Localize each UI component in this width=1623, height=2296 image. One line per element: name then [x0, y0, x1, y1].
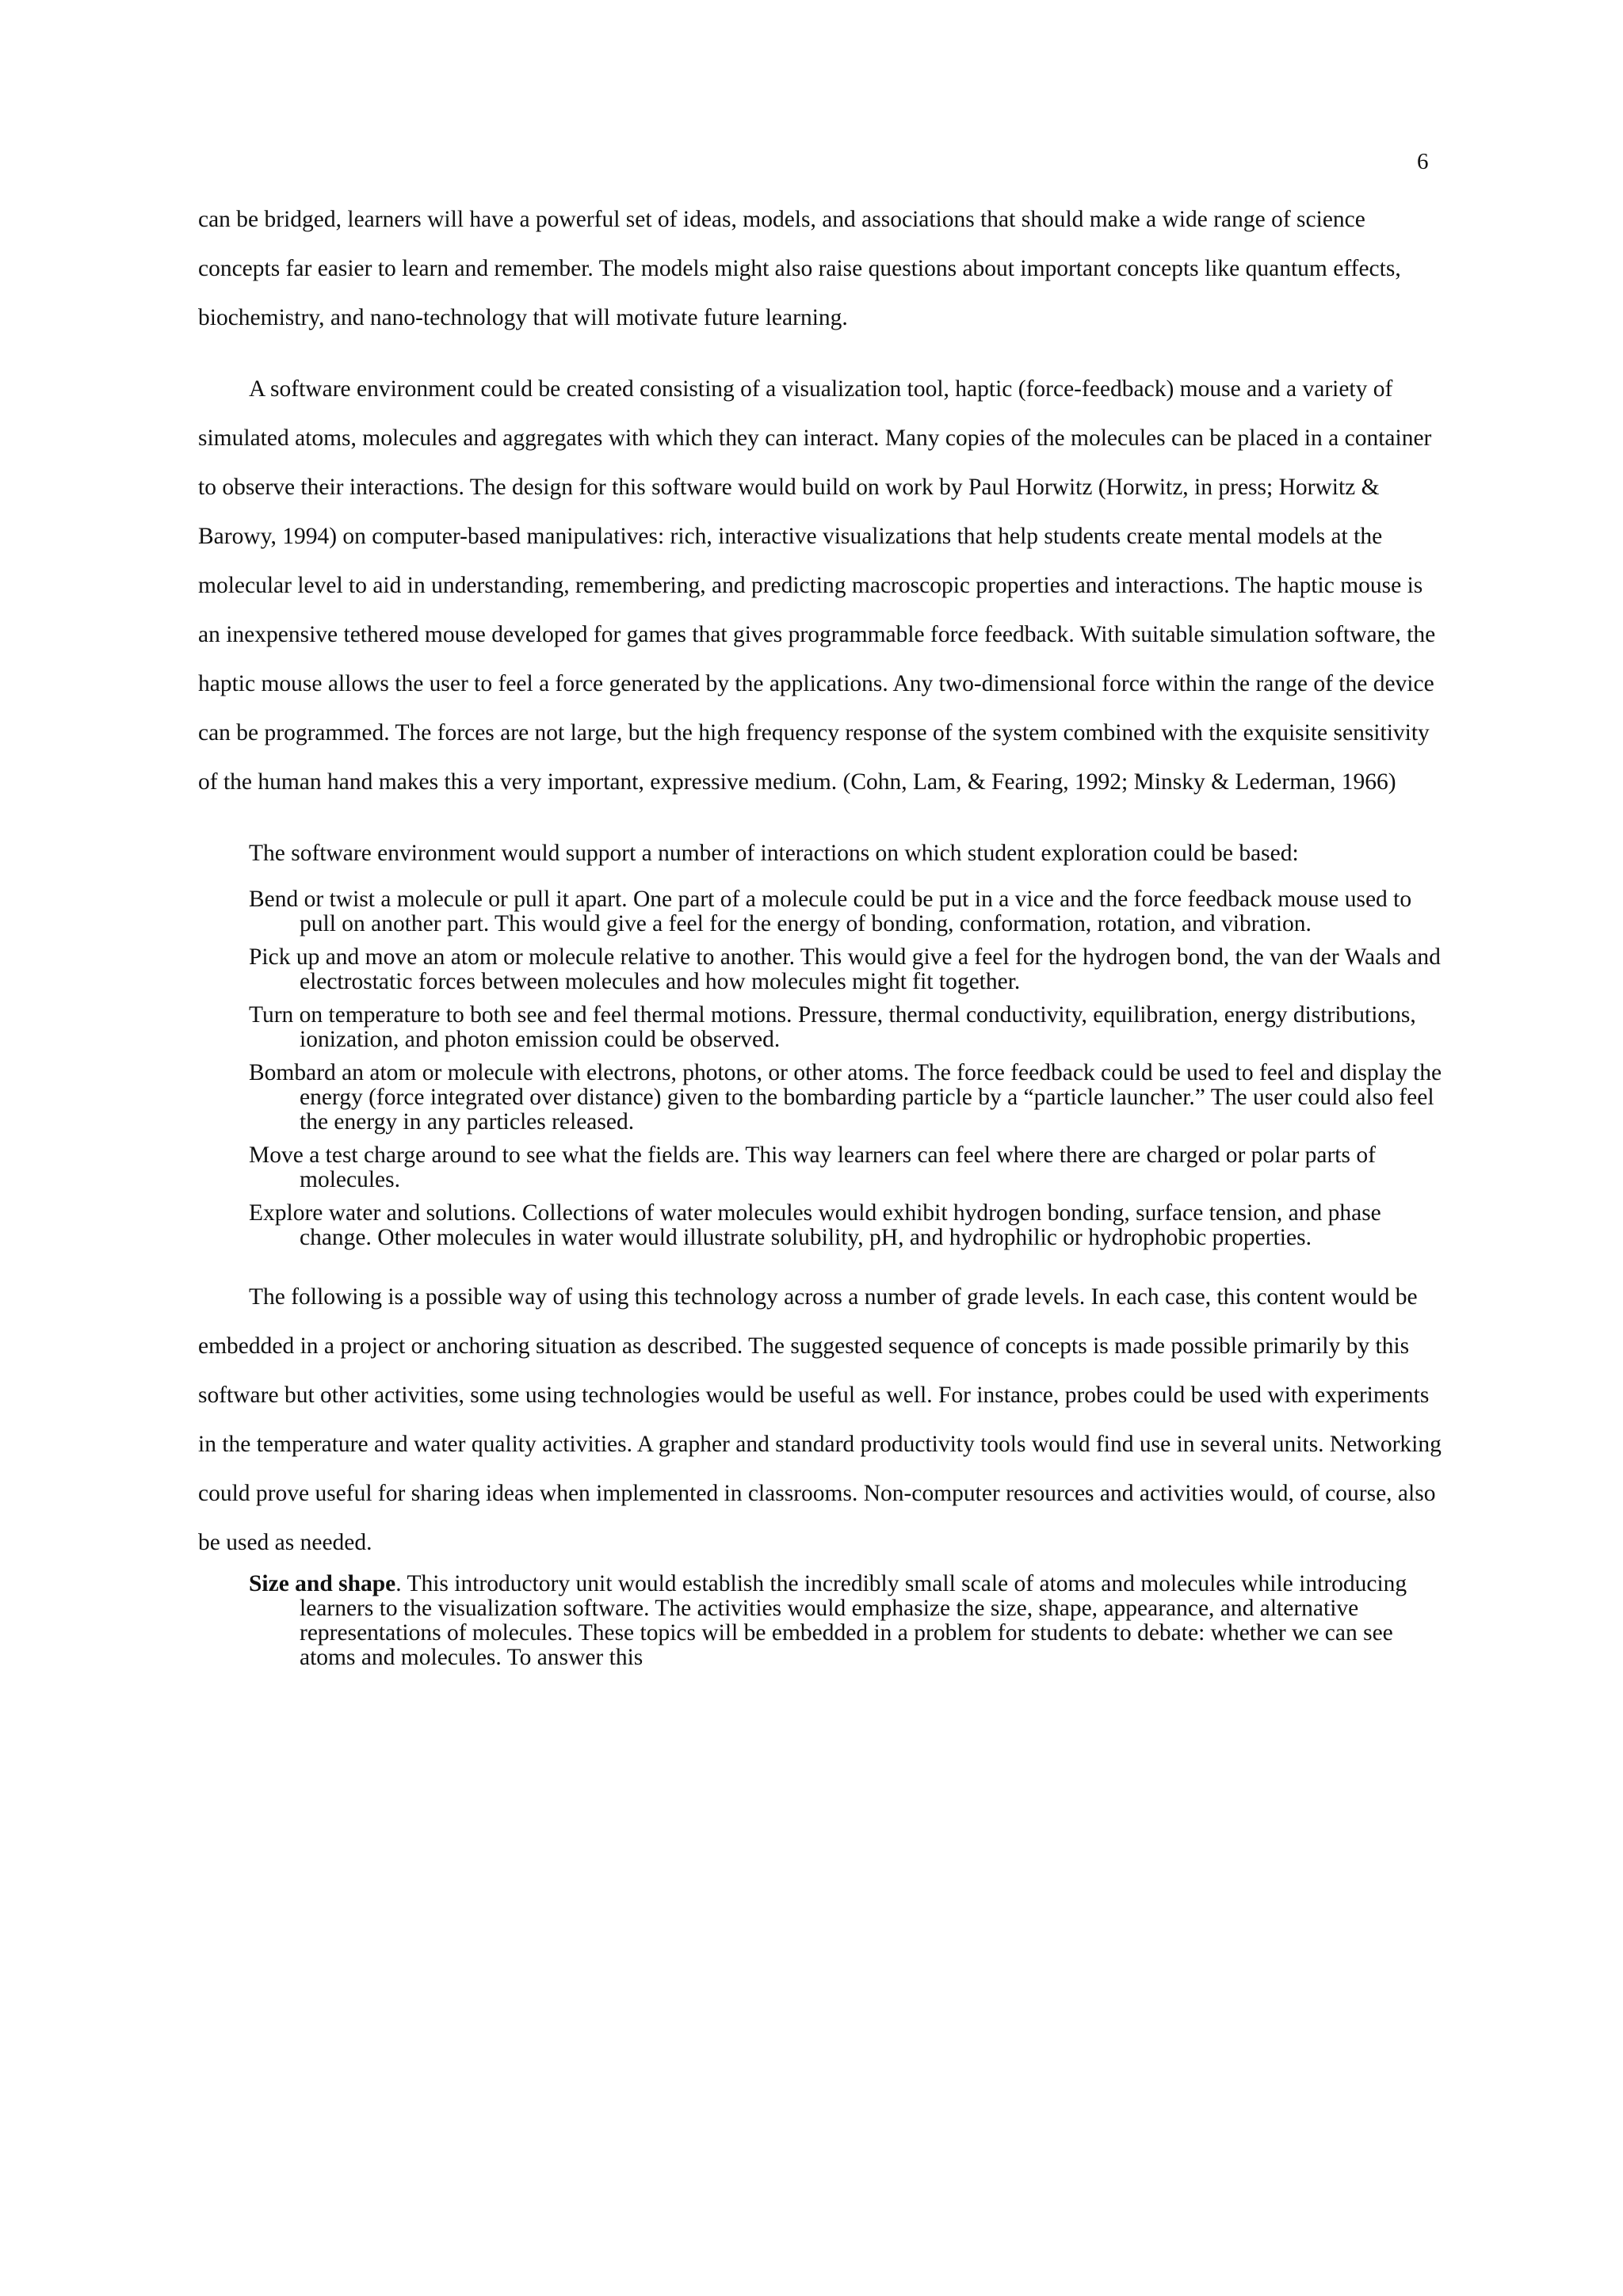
unit-description: . This introductory unit would establish the incredibly small scale of atoms and molecules while introducing learners to the visualization software. The activities would emphasize the size, shape, appearance, and alternative representations of molecules. These topics will be embedded in a problem for students to debate: whether we can see atoms and molecules. To answer this: [300, 1571, 1407, 1670]
list-item: [198, 1572, 1442, 1670]
list-item: Pick up and move an atom or molecule relative to another. This would give a feel for the hydrogen bond, the van der Waals and electrostatic forces between molecules and how molecules might fit together.: [249, 944, 1441, 994]
paragraph-grade-levels: The following is a possible way of using this technology across a number of grade levels. In each case, this content would be embedded in a project or anchoring situation as described. The suggested sequence of concepts is made possible primarily by this software but other activities, some using technologies would be useful as well. For instance, probes could be used with experiments in the temperature and water quality activities. A grapher and standard productivity tools would find use in several units. Networking could prove useful for sharing ideas when implemented in classrooms. Non-computer resources and activities would, of course, also be used as needed.: [198, 1284, 1442, 1555]
list-item: Bend or twist a molecule or pull it apart. One part of a molecule could be put in a vice and the force feedback mouse used to pull on another part. This would give a feel for the energy of bonding, conformation, rotation, and vibration.: [249, 887, 1412, 936]
list-item: Explore water and solutions. Collections of water molecules would exhibit hydrogen bonding, surface tension, and phase change. Other molecules in water would illustrate solubility, pH, and hydrophilic or hydrophobic properties.: [249, 1200, 1381, 1250]
document-body: [198, 195, 1442, 1679]
page-number: 6: [1417, 149, 1429, 174]
list-item: Turn on temperature to both see and feel thermal motions. Pressure, thermal conductivity, equilibration, energy distributions, ionization, and photon emission could be observed.: [249, 1002, 1416, 1052]
units-list: [198, 1572, 1442, 1670]
paragraph-software-environment: A software environment could be created consisting of a visualization tool, haptic (force-feedback) mouse and a variety of simulated atoms, molecules and aggregates with which they can interact. Many copies of the molecules can be placed in a container to observe their interactions. The design for this software would build on work by Paul Horwitz (Horwitz, in press; Horwitz & Barowy, 1994) on computer-based manipulatives: rich, interactive visualizations that help students create mental models at the molecular level to aid in understanding, remembering, and predicting macroscopic properties and interactions. The haptic mouse is an inexpensive tethered mouse developed for games that gives programmable force feedback. With suitable simulation software, the haptic mouse allows the user to feel a force generated by the applications. Any two-dimensional force within the range of the device can be programmed. The forces are not large, but the high frequency response of the system combined with the exquisite sensitivity of the human hand makes this a very important, expressive medium. (Cohn, Lam, & Fearing, 1992; Minsky & Lederman, 1966): [198, 376, 1436, 795]
paragraph-intro-continued: can be bridged, learners will have a powerful set of ideas, models, and associations that should make a wide range of science concepts far easier to learn and remember. The models might also raise questions about important concepts like quantum effects, biochemistry, and nano-technology that will motivate future learning.: [198, 207, 1401, 330]
interactions-list: [198, 887, 1442, 1250]
unit-term: Size and shape: [249, 1571, 396, 1596]
list-item: Move a test charge around to see what the fields are. This way learners can feel where there are charged or polar parts of molecules.: [249, 1142, 1376, 1192]
list-item: Bombard an atom or molecule with electrons, photons, or other atoms. The force feedback could be used to feel and display the energy (force integrated over distance) given to the bombarding particle by a “particle launcher.” The user could also feel the energy in any particles released.: [249, 1060, 1442, 1135]
paragraph-interactions-intro: The software environment would support a number of interactions on which student exploration could be based:: [249, 841, 1299, 866]
